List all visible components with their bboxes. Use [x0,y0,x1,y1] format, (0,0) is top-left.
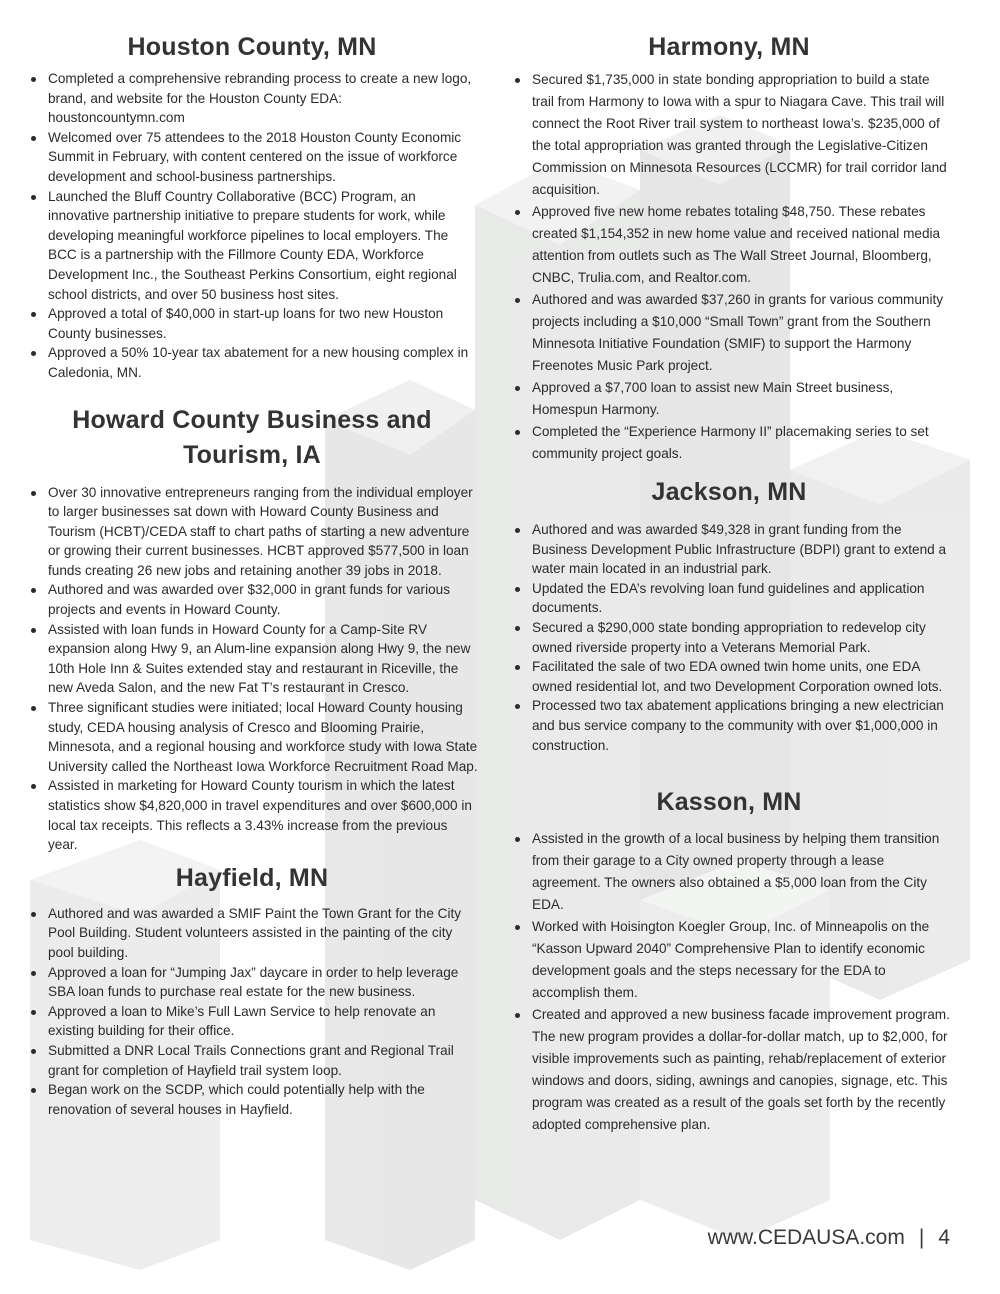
bullet-list [508,828,950,1136]
website-link[interactable]: www.CEDAUSA.com [707,1226,905,1249]
section-title: Jackson, MN [651,478,807,506]
list-item: Three significant studies were initiated; local Howard County housing study, CEDA housing analysis of Cresco and Blooming Prairie, Minnesota, and a regional housing and workforce study with Iowa State University called the Northeast Iowa Workforce Recruitment Road Map. [24,698,480,776]
list-item: Began work on the SCDP, which could potentially help with the renovation of several houses in Hayfield. [24,1080,480,1119]
list-item: Worked with Hoisington Koegler Group, Inc. of Minneapolis on the “Kasson Upward 2040” Comprehensive Plan to identify economic development goals and the steps necessary for the EDA to accomplish them. [508,916,950,1004]
list-item: Secured $1,735,000 in state bonding appropriation to build a state trail from Harmony to Iowa with a spur to Niagara Cave. This trail will connect the Root River trail system to northeast Iowa’s. $235,000 of the total appropriation was granted through the Legislative-Citizen Commission on Minnesota Resources (LCCMR) for trail corridor land acquisition. [508,69,950,201]
list-item: Assisted in marketing for Howard County tourism in which the latest statistics show $4,820,000 in travel expenditures and over $600,000 in local tax receipts. This reflects a 3.43% increase from the previous year. [24,776,480,854]
list-item: Completed the “Experience Harmony II” placemaking series to set community project goals. [508,421,950,465]
list-item: Authored and was awarded over $32,000 in grant funds for various projects and events in Howard County. [24,580,480,619]
bullet-list [24,904,480,1120]
list-item: Over 30 innovative entrepreneurs ranging from the individual employer to larger businesses sat down with Howard County Business and Tourism (HCBT)/CEDA staff to chart paths of starting a new adventure or growing their current businesses. HCBT approved $577,500 in loan funds creating 26 new jobs and retaining another 39 jobs in 2018. [24,483,480,581]
list-item: Created and approved a new business facade improvement program. The new program provides a dollar-for-dollar match, up to $2,000, for visible improvements such as painting, rehab/replacement of exterior windows and doors, siding, awnings and canopies, signage, etc. This program was created as a result of the goals set forth by the recently adopted comprehensive plan. [508,1004,950,1136]
list-item: Assisted in the growth of a local business by helping them transition from their garage to a City owned property through a lease agreement. The owners also obtained a $5,000 loan from the City EDA. [508,828,950,916]
list-item: Authored and was awarded $49,328 in grant funding from the Business Development Public Infrastructure (BDPI) grant to extend a water main located in an industrial park. [508,520,950,579]
list-item: Approved a loan to Mike’s Full Lawn Service to help renovate an existing building for their office. [24,1002,480,1041]
section-title: Howard County Business and Tourism, IA [72,405,432,469]
list-item: Processed two tax abatement applications bringing a new electrician and bus service company to the community with over $1,000,000 in construction. [508,696,950,755]
list-item: Authored and was awarded $37,260 in grants for various community projects including a $10,000 “Small Town” grant from the Southern Minnesota Initiative Foundation (SMIF) to support the Harmony Freenotes Music Park project. [508,289,950,377]
section-howard-county [24,403,480,855]
bullet-list [24,483,480,855]
bullet-list [24,69,480,383]
list-item: Approved a loan for “Jumping Jax” daycare in order to help leverage SBA loan funds to purchase real estate for the new business. [24,963,480,1002]
section-title: Houston County, MN [127,33,377,61]
page-footer [640,1226,950,1250]
section-title: Kasson, MN [656,788,802,817]
list-item: Updated the EDA’s revolving loan fund guidelines and application documents. [508,579,950,618]
list-item: Welcomed over 75 attendees to the 2018 Houston County Economic Summit in February, with content centered on the issue of workforce development and school-business partnerships. [24,128,480,187]
list-item: Facilitated the sale of two EDA owned twin home units, one EDA owned residential lot, and two Development Corporation owned lots. [508,657,950,696]
section-title: Hayfield, MN [175,863,329,892]
list-item: Approved a total of $40,000 in start-up loans for two new Houston County businesses. [24,304,480,343]
list-item: Approved a $7,700 loan to assist new Main Street business, Homespun Harmony. [508,377,950,421]
section-harmony [508,30,950,465]
list-item: Secured a $290,000 state bonding appropriation to redevelop city owned riverside property into a Veterans Memorial Park. [508,618,950,657]
left-column [24,30,480,1119]
list-item: Submitted a DNR Local Trails Connections grant and Regional Trail grant for completion of Hayfield trail system loop. [24,1041,480,1080]
section-houston-county [24,30,480,383]
footer-separator: | [918,1226,925,1249]
list-item: Completed a comprehensive rebranding process to create a new logo, brand, and website for the Houston County EDA: houstoncountymn.com [24,69,480,128]
section-jackson [508,475,950,755]
list-item: Assisted with loan funds in Howard County for a Camp-Site RV expansion along Hwy 9, an Alum-line expansion along Hwy 9, the new 10th Hole Inn & Suites extended stay and restaurant in Riceville, the new Aveda Salon, and the new Fat T’s restaurant in Cresco. [24,620,480,698]
right-column [508,30,950,1136]
section-title: Harmony, MN [648,33,810,61]
list-item: Approved a 50% 10-year tax abatement for a new housing complex in Caledonia, MN. [24,343,480,382]
list-item: Approved five new home rebates totaling $48,750. These rebates created $1,154,352 in new home value and received national media attention from outlets such as The Wall Street Journal, Bloomberg, CNBC, Trulia.com, and Realtor.com. [508,201,950,289]
section-kasson [508,785,950,1136]
list-item: Authored and was awarded a SMIF Paint the Town Grant for the City Pool Building. Student volunteers assisted in the painting of the city pool building. [24,904,480,963]
list-item: Launched the Bluff Country Collaborative (BCC) Program, an innovative partnership initiative to prepare students for work, while developing meaningful workforce pipelines to local employers. The BCC is a partnership with the Fillmore County EDA, Workforce Development Inc., the Southeast Perkins Consortium, eight regional school districts, and over 50 business host sites. [24,187,480,305]
bullet-list [508,520,950,755]
bullet-list [508,69,950,465]
section-hayfield [24,861,480,1120]
page-number: 4 [938,1226,950,1249]
